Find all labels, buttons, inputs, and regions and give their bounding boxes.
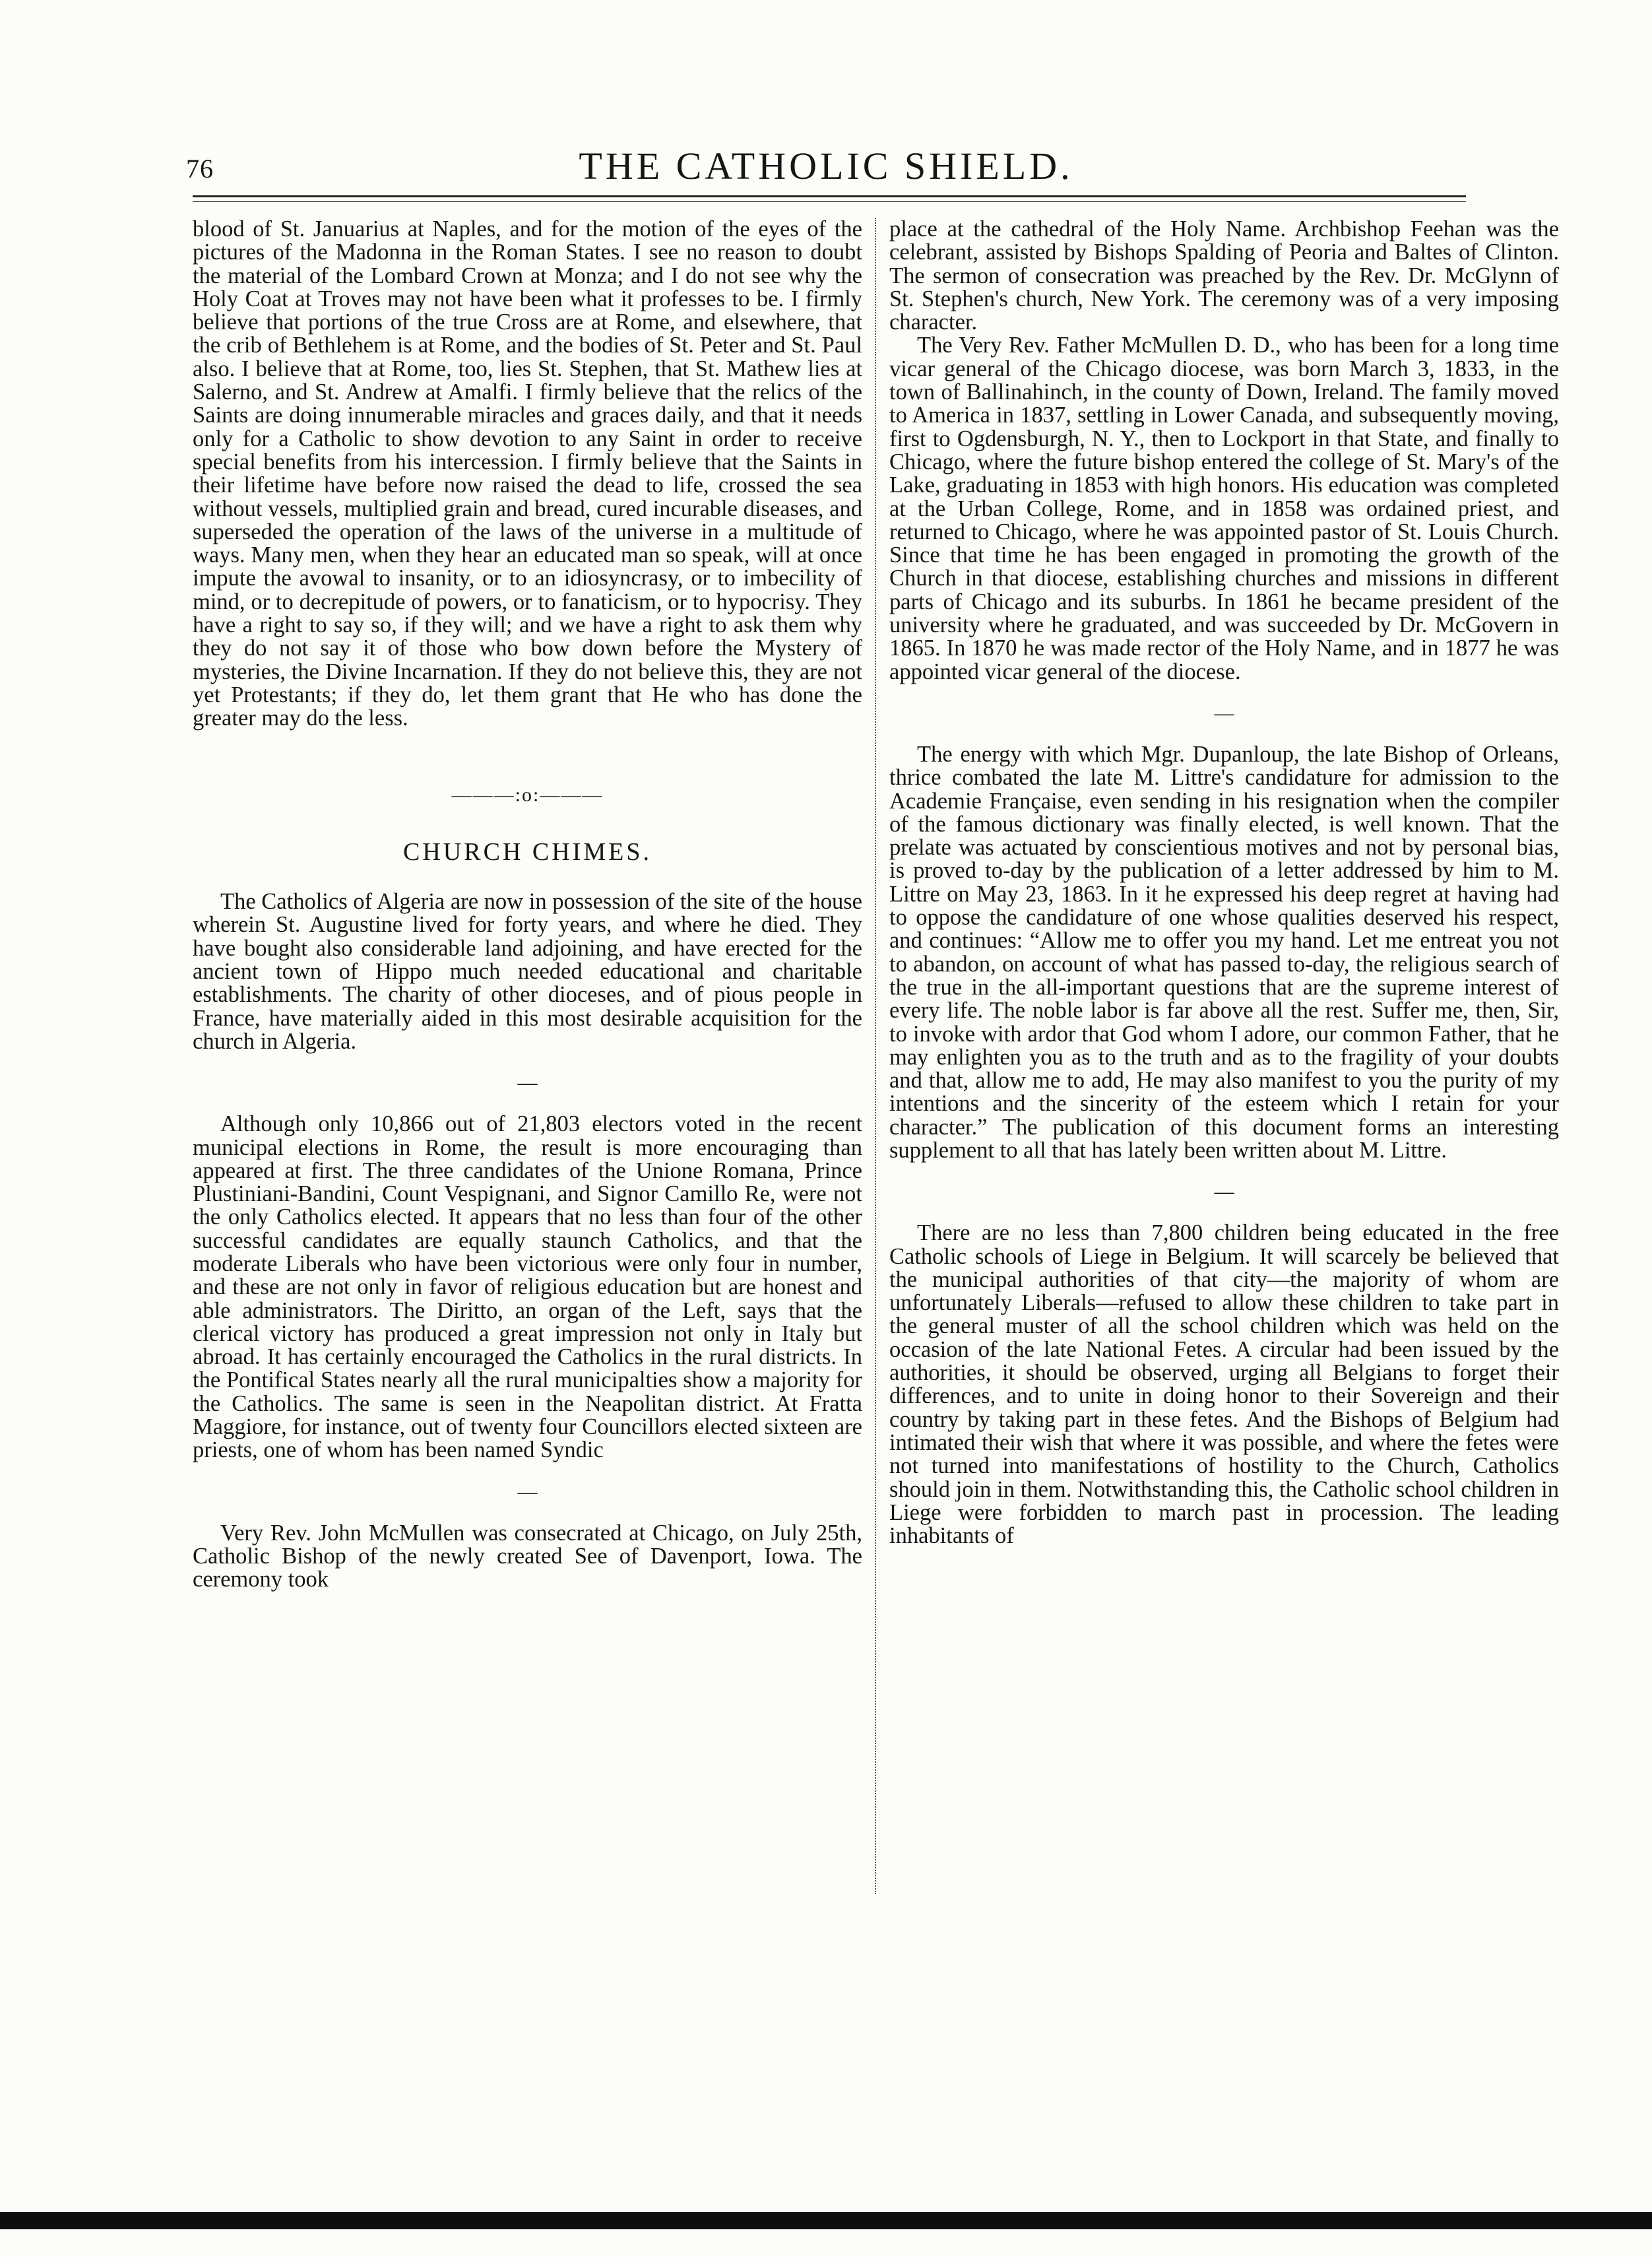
item-separator: —: [517, 1072, 538, 1094]
mcmullen-biography-paragraph: The Very Rev. Father McMullen D. D., who has been for a long time vicar general of the Chicago diocese, was born March 3, 1833, in the town of Ballinahinch, in the county of Down, Ireland. The family moved to America in 1837, settling in Lower Canada, and subsequently moving, first to Ogdensburgh, N. Y., then to Lockport in that State, and finally to Chicago, where the future bishop entered the college of St. Mary's of the Lake, graduating in 1853 with high honors. His education was completed at the Urban College, Rome, and in 1858 was ordained priest, and returned to Chicago, where he was appointed pastor of St. Louis Church. Since that time he has been engaged in promoting the growth of the Church in that diocese, establishing churches and missions in different parts of Chicago and its suburbs. In 1861 he became president of the university where he graduated, and was succeeded by Dr. McGovern in 1865. In 1870 he was made rector of the Holy Name, and in 1877 he was appointed vicar general of the diocese.: [889, 333, 1559, 684]
item-separator: —: [1214, 1181, 1234, 1203]
bottom-scan-bar: [0, 2212, 1652, 2229]
item-separator: —: [1214, 702, 1234, 724]
right-column: [889, 218, 1559, 1548]
dupanloup-paragraph: The energy with which Mgr. Dupanloup, the late Bishop of Orleans, thrice combated the late M. Littre's candidature for admission to the Academie Française, even sending in his resignation when the compiler of the famous dictionary was finally elected, is well known. That the prelate was actuated by conscientious motives and not by personal bias, is proved to-day by the publication of a letter addressed by him to M. Littre on May 23, 1863. In it he expressed his deep regret at having had to oppose the candidature of one whose qualities deserved his respect, and continues: “Allow me to offer you my hand. Let me entreat you not to abandon, on account of what has passed to-day, the religious search of the true in the all-important questions that are the supreme interest of every life. The noble labor is far above all the rest. Suffer me, then, Sir, to invoke with ardor that God whom I adore, our common Father, that he may enlighten you as to the truth and as to the fragility of your doubts and that, allow me to add, He may also manifest to you the purity of my intentions and the sincerity of the esteem which I retain for your character.” The publication of this document forms an interesting supplement to all that has lately been written about M. Littre.: [889, 741, 1559, 1163]
consecration-continuation-paragraph: place at the cathedral of the Holy Name. Archbishop Feehan was the celebrant, assisted by Bishops Spalding of Peoria and Baltes of Clinton. The sermon of consecration was preached by the Rev. Dr. McGlynn of St. Stephen's church, New York. The ceremony was of a very imposing character.: [889, 216, 1559, 335]
item-separator: —: [517, 1480, 538, 1503]
section-heading-church-chimes: CHURCH CHIMES.: [403, 837, 652, 866]
running-title: THE CATHOLIC SHIELD.: [579, 145, 1073, 187]
mcmullen-consecration-paragraph: Very Rev. John McMullen was consecrated at Chicago, on July 25th, Catholic Bishop of the newly created See of Davenport, Iowa. The ceremony took: [193, 1520, 862, 1592]
relics-paragraph: blood of St. Januarius at Naples, and for the motion of the eyes of the pictures of the Madonna in the Roman States. I see no reason to doubt the material of the Lombard Crown at Monza; and I do not see why the Holy Coat at Troves may not have been what it professes to be. I firmly believe that portions of the true Cross are at Rome, and elsewhere, that the crib of Bethlehem is at Rome, and the bodies of St. Peter and St. Paul also. I believe that at Rome, too, lies St. Stephen, that St. Mathew lies at Salerno, and St. Andrew at Amalfi. I firmly believe that the relics of the Saints are doing innumerable miracles and graces daily, and that it needs only for a Catholic to show devotion to any Saint in order to receive special benefits from his intercession. I firmly believe that the Saints in their lifetime have before now raised the dead to life, crossed the sea without vessels, multiplied grain and bread, cured incurable diseases, and superseded the operation of the laws of the universe in a multitude of ways. Many men, when they hear an educated man so speak, will at once impute the avowal to insanity, or to an idiosyncrasy, or to imbecility of mind, or to decrepitude of powers, or to fanaticism, or to hypocrisy. They have a right to say so, if they will; and we have a right to ask them why they do not say it of those who bow down before the Mystery of mysteries, the Divine Incarnation. If they do not believe this, they are not yet Protestants; if they do, let them grant that He who has done the greater may do the less.: [193, 216, 862, 731]
left-column: [193, 218, 862, 1592]
header-rule: [193, 195, 1466, 202]
rome-elections-paragraph: Although only 10,866 out of 21,803 electors voted in the recent municipal elections in Rome, the result is more encouraging than appeared at first. The three candidates of the Unione Romana, Prince Plustiniani-Bandini, Count Vespignani, and Signor Camillo Re, were not the only Catholics elected. It appears that no less than four of the other successful candidates are equally staunch Catholics, and that the moderate Liberals who have been victorious were only four in number, and these are not only in favor of religious education but are honest and able administrators. The Diritto, an organ of the Left, says that the clerical victory has produced a great impression not only in Italy but abroad. It has certainly encouraged the Catholics in the rural districts. In the Pontifical States nearly all the rural municipalties show a majority for the Catholics. The same is seen in the Neapolitan district. At Fratta Maggiore, for instance, out of twenty four Councillors elected sixteen are priests, one of whom has been named Syndic: [193, 1111, 862, 1463]
section-ornament: ———:o:———: [451, 783, 604, 806]
algeria-paragraph: The Catholics of Algeria are now in possession of the site of the house wherein St. Augustine lived for forty years, and where he died. They have bought also considerable land adjoining, and have erected for the ancient town of Hippo much needed educational and charitable establishments. The charity of other dioceses, and of pious people in France, have materially aided in this most desirable acquisition for the church in Algeria.: [193, 889, 862, 1054]
column-divider: [875, 218, 876, 1894]
liege-schools-paragraph: There are no less than 7,800 children being educated in the free Catholic schools of Liege in Belgium. It will scarcely be believed that the municipal authorities of that city—the majority of whom are unfortunately Liberals—refused to allow these children to take part in the general muster of all the school children which was held on the occasion of the late National Fetes. A circular had been issued by the authorities, it should be observed, urging all Belgians to forget their differences, and to unite in doing honor to their Sovereign and their country by taking part in these fetes. And the Bishops of Belgium had intimated their wish that where it was possible, and where the fetes were not turned into manifestations of hostility to the Church, Catholics should join in them. Notwithstanding this, the Catholic school children in Liege were forbidden to march past in procession. The leading inhabitants of: [889, 1220, 1559, 1549]
page-number: 76: [186, 154, 214, 183]
